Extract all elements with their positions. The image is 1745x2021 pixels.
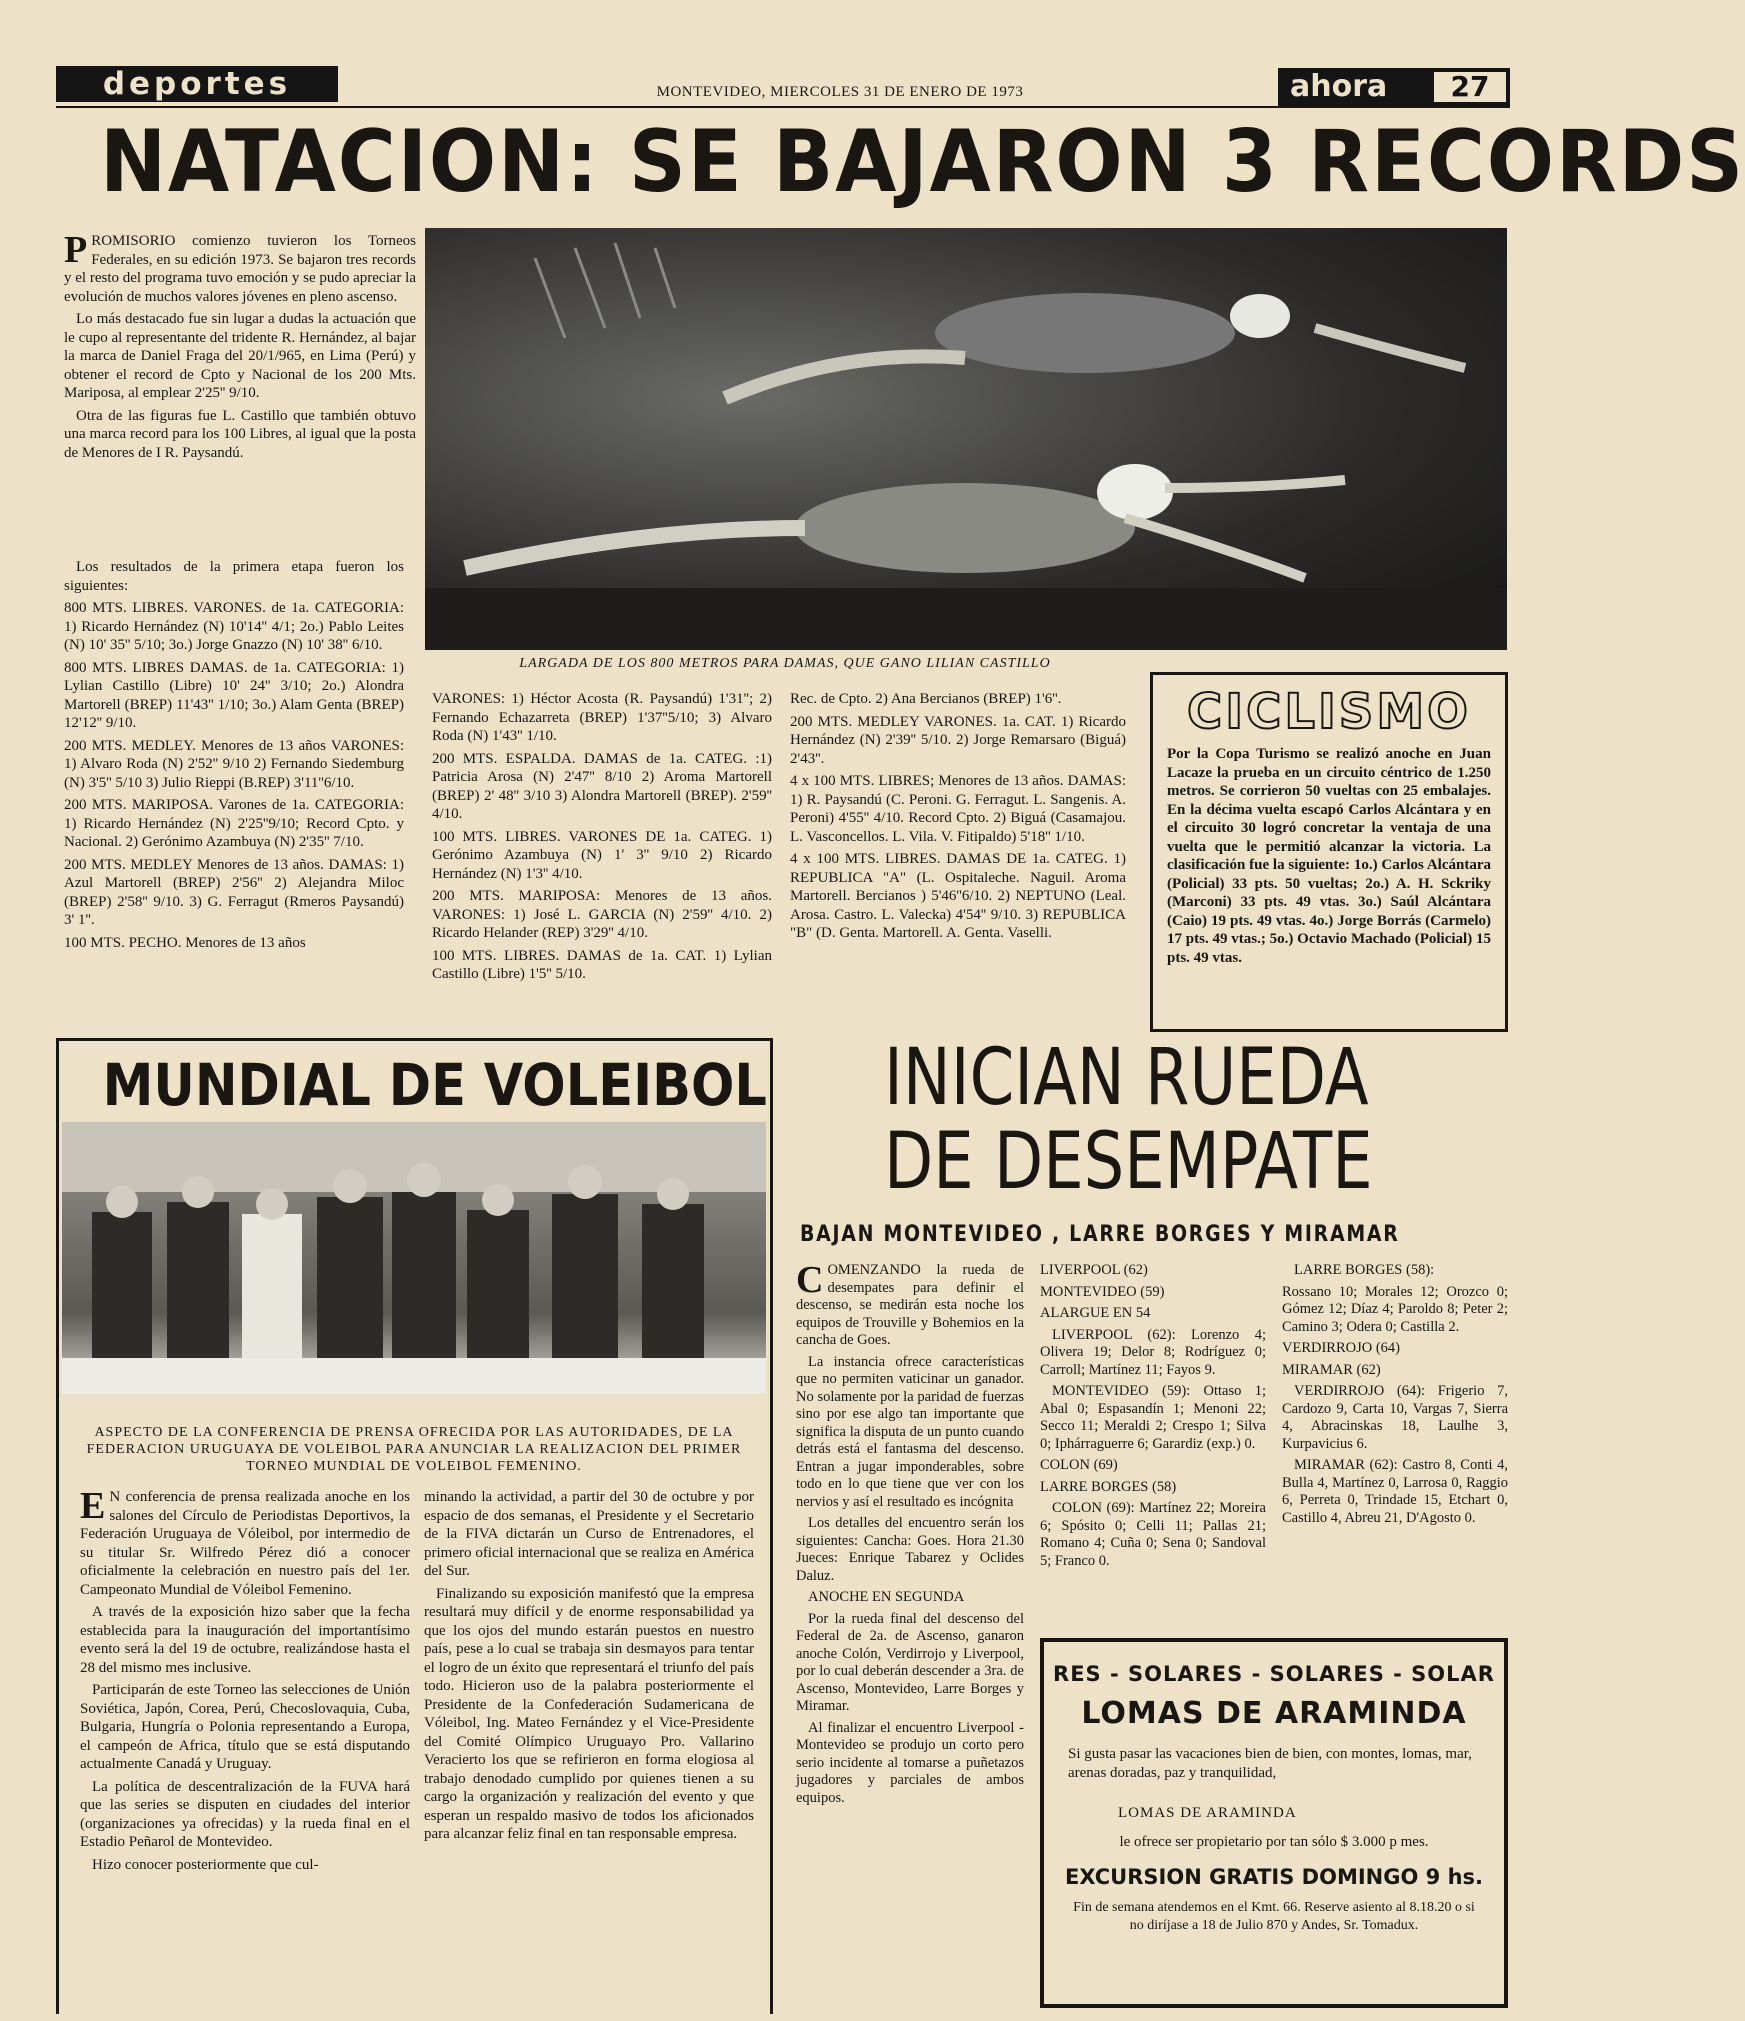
voleibol-headline: MUNDIAL DE VOLEIBOL bbox=[102, 1051, 767, 1119]
desempate-line: MIRAMAR (62) bbox=[1282, 1361, 1381, 1378]
results-item: VARONES: 1) Héctor Acosta (R. Paysandú) 1'31''; 2) Fernando Echazarreta (BREP) 1'37''5/10; 3) Alvaro Roda (N) 1'43'' 1/10. bbox=[432, 691, 772, 744]
results-item: 200 MTS. MEDLEY. Menores de 13 años VARONES: 1) Alvaro Roda (N) 2'52'' 9/10 2) Fernando Siedemburg (N) 3'5'' 5/10 3) Julio Rieppi (B.REP) 3'11''6/10. bbox=[64, 737, 404, 791]
voleibol-photo bbox=[62, 1122, 766, 1394]
results-item: 100 MTS. LIBRES. VARONES DE 1a. CATEG. 1) Gerónimo Azambuya (N) 1' 3'' 9/10 2) Ricardo Hernández (N) 1'3'' 4/10. bbox=[432, 828, 772, 882]
desempate-paragraph: Por la rueda final del descenso del Federal de 2a. de Ascenso, ganaron anoche Colón, Verdirrojo y Liverpool, por lo cual deberán descender a 3ra. de Ascenso, Montevideo, Larre Borges y Miramar. bbox=[796, 1610, 1024, 1714]
officials-illustration bbox=[62, 1122, 766, 1394]
voleibol-col1 bbox=[80, 1485, 410, 1878]
desempate-headline-1: INICIAN RUEDA bbox=[884, 1033, 1369, 1123]
natacion-results-col2 bbox=[432, 690, 772, 988]
section-tab bbox=[56, 66, 338, 102]
results-item: Rec. de Cpto. 2) Ana Bercianos (BREP) 1'6''. bbox=[790, 691, 1062, 707]
desempate-line: MONTEVIDEO (59) bbox=[1040, 1283, 1165, 1300]
desempate-line: ALARGUE EN 54 bbox=[1040, 1305, 1151, 1321]
page-number: 27 bbox=[1434, 72, 1506, 102]
section-label: deportes bbox=[102, 66, 292, 102]
desempate-paragraph: Los detalles del encuentro serán los siguientes: Cancha: Goes. Hora 21.30 Jueces: Enrique Tabarez y Oclides Daluz. bbox=[796, 1515, 1024, 1584]
natacion-dropcap: P bbox=[64, 229, 88, 271]
results-item: 200 MTS. MEDLEY VARONES. 1a. CAT. 1) Ricardo Hernández (N) 2'39'' 5/10. 2) Jorge Remarsaro (Biguá) 2'43''. bbox=[790, 713, 1126, 767]
desempate-col1-p1: OMENZANDO la rueda de desempates para definir el descenso, se medirán esta noche los equipos de Trouville y Bohemios en la cancha de Goes. bbox=[796, 1262, 1024, 1348]
results-item: 200 MTS. MARIPOSA: Menores de 13 años. VARONES: 1) José L. GARCIA (N) 2'59'' 4/10. 2) Ricardo Helander (REP) 3'29'' 4/10. bbox=[432, 888, 772, 941]
desempate-paragraph: Al finalizar el encuentro Liverpool - Montevideo se produjo un corto pero serio incidente al tomarse a puñetazos jugadores y parciales de ambos equipos. bbox=[796, 1719, 1024, 1806]
natacion-intro-p1: ROMISORIO comienzo tuvieron los Torneos Federales, en su edición 1973. Se bajaron tres records y el resto del programa tuvo emoción y se pudo apreciar la evolución de muchos valores jóvenes en pleno ascenso. bbox=[64, 233, 416, 305]
lomas-ad bbox=[1040, 1638, 1508, 2008]
desempate-line: LIVERPOOL (62): Lorenzo 4; Olivera 19; Delor 8; Rodríguez 0; Carroll; Martínez 11; Fayos 9. bbox=[1040, 1326, 1266, 1378]
desempate-line: LIVERPOOL (62) bbox=[1040, 1262, 1148, 1278]
voleibol-caption: ASPECTO DE LA CONFERENCIA DE PRENSA OFRECIDA POR LAS AUTORIDADES, DE LA FEDERACION URUGUAYA DE VOLEIBOL PARA ANUNCIAR LA REALIZACION DEL PRIMER TORNEO MUNDIAL DE VOLEIBOL FEMENINO. bbox=[86, 1425, 742, 1474]
desempate-line: COLON (69): Martínez 22; Moreira 6; Spósito 0; Celli 11; Pallas 21; Romano 4; Cuña 0; Sena 0; Sandoval 5; Franco 0. bbox=[1040, 1500, 1266, 1569]
voleibol-col2 bbox=[424, 1488, 754, 1848]
swimming-photo bbox=[425, 228, 1507, 650]
ad-body-1: Si gusta pasar las vacaciones bien de bien, con montes, lomas, mar, arenas doradas, paz y tranquilidad, bbox=[1068, 1746, 1472, 1781]
natacion-intro-p3: Otra de las figuras fue L. Castillo que también obtuvo una marca record para los 100 Libres, al igual que la posta de Menores de I R. Paysandú. bbox=[64, 407, 416, 461]
swimmers-illustration bbox=[425, 228, 1507, 650]
voleibol-paragraph: La política de descentralización de la FUVA hará que las series se disputen en ciudades del interior (organizaciones ya ofrecidas) y la rueda final en el Estadio Peñarol de Montevideo. bbox=[80, 1778, 410, 1850]
dateline: MONTEVIDEO, MIERCOLES 31 DE ENERO DE 1973 bbox=[656, 84, 1024, 100]
desempate-line: VERDIRROJO (64) bbox=[1282, 1340, 1401, 1356]
ad-title: LOMAS DE ARAMINDA bbox=[1081, 1696, 1467, 1731]
desempate-col3 bbox=[1282, 1262, 1508, 1531]
natacion-intro-p2: Lo más destacado fue sin lugar a dudas la actuación que le cupo al representante del tridente R. Hernández, al bajar la marca de Daniel Fraga del 20/1/965, en Lima (Perú) y obtener el record de Cpto y Nacional de los 200 Mts. Mariposa, al emplear 2'25'' 9/10. bbox=[64, 311, 416, 401]
voleibol-dropcap: E bbox=[80, 1485, 106, 1527]
desempate-line: LARRE BORGES (58): bbox=[1294, 1262, 1435, 1278]
desempate-line: VERDIRROJO (64): Frigerio 7, Cardozo 9, Carta 10, Vargas 7, Sierra 4, Abracinskas 18, Laulhe 3, Kurpavicius 6. bbox=[1282, 1383, 1508, 1452]
ciclismo-body: Por la Copa Turismo se realizó anoche en Juan Lacaze la prueba en un circuito céntrico de 1.250 metros. Se corrieron 50 vueltas con 25 embalajes. En la décima vuelta escapó Carlos Alcántara y en el circuito 30 logró concretar la ventaja de una vuelta que le permitió alcanzar la victoria. La clasificación fue la siguiente: 1o.) Carlos Alcántara (Policial) 33 pts. 50 vueltas; 2o.) A. H. Sckriky (Marconi) 33 pts. 49 vtas. 3o.) Saúl Alcántara (Caio) 19 pts. 49 vtas. 4o.) Jorge Borrás (Carmelo) 17 pts. 49 vtas.; 5o.) Octavio Machado (Policial) 15 pts. 49 vtas. bbox=[1167, 746, 1491, 966]
desempate-line: MIRAMAR (62): Castro 8, Conti 4, Bulla 4, Martínez 0, Larrosa 0, Raggio 6, Perreta 0, Trindade 15, Etchart 0, Castillo 4, Abreu 21, D'Agosto 0. bbox=[1282, 1457, 1508, 1526]
desempate-subhead: BAJAN MONTEVIDEO , LARRE BORGES Y MIRAMAR bbox=[800, 1222, 1400, 1247]
ciclismo-title: CICLISMO bbox=[1187, 684, 1471, 740]
desempate-col1 bbox=[796, 1259, 1024, 1811]
desempate-headline-2: DE DESEMPATE bbox=[884, 1117, 1373, 1207]
natacion-headline: NATACION: SE BAJARON 3 RECORDS bbox=[100, 112, 1745, 212]
paper-name: ahora bbox=[1290, 69, 1388, 104]
voleibol-paragraph: Hizo conocer posteriormente que cul- bbox=[92, 1856, 319, 1873]
desempate-line: COLON (69) bbox=[1040, 1457, 1118, 1473]
results-item: 800 MTS. LIBRES DAMAS. de 1a. CATEGORIA: 1) Lylian Castillo (Libre) 10' 24'' 3/10; 2o.) Alondra Martorell (BREP) 11'43'' 1/10; 3o.) Alam Genta (BREP) 12'12'' 9/10. bbox=[64, 659, 404, 731]
voleibol-paragraph: A través de la exposición hizo saber que la fecha establecida para la inauguración del importantísimo evento será la del 19 de octubre, realizándose hasta el 28 del mismo mes inclusive. bbox=[80, 1604, 410, 1676]
paper-name-box bbox=[1278, 68, 1510, 108]
ciclismo-box bbox=[1150, 672, 1508, 1032]
ad-excursion: EXCURSION GRATIS DOMINGO 9 hs. bbox=[1064, 1865, 1484, 1889]
results-item: Los resultados de la primera etapa fueron los siguientes: bbox=[64, 559, 404, 594]
ad-name: LOMAS DE ARAMINDA bbox=[1118, 1805, 1297, 1821]
swimmer-1 bbox=[935, 293, 1235, 373]
results-item: 800 MTS. LIBRES. VARONES. de 1a. CATEGORIA: 1) Ricardo Hernández (N) 10'14'' 4/1; 2o.) Pablo Leites (N) 10' 35'' 5/10; 3o.) Jorge Gnazzo (N) 10' 38'' 6/10. bbox=[64, 600, 404, 653]
desempate-line: MONTEVIDEO (59): Ottaso 1; Abal 0; Espasandín 1; Menoni 22; Secco 11; Meraldi 2; Crespo 1; Silva 0; Iphárraguerre 6; Garardiz (exp.) 0. bbox=[1040, 1383, 1266, 1452]
desempate-paragraph: La instancia ofrece características que no permiten vaticinar un ganador. No solamente por la paridad de fuerzas sino por ese algo tan importante que significa la disputa de un punto cuando detrás está el fantasma del descenso. Entran a jugar imponderables, sobre todo en lo que tiene que ver con los nervios y así el resultado es incógnita bbox=[796, 1353, 1024, 1510]
ad-top-line: RES - SOLARES - SOLARES - SOLAR bbox=[1053, 1662, 1495, 1686]
voleibol-paragraph: Participarán de este Torneo las selecciones de Unión Soviética, Japón, Corea, Perú, Checoslovaquia, Cuba, Bulgaria, Hungría o Polonia representando a Europa, el campeón de Africa, título que se está disputando actualmente Canadá y Uruguay. bbox=[80, 1682, 410, 1772]
results-item: 100 MTS. LIBRES. DAMAS de 1a. CAT. 1) Lylian Castillo (Libre) 1'5'' 5/10. bbox=[432, 947, 772, 982]
results-item: 100 MTS. PECHO. Menores de 13 años bbox=[64, 934, 306, 951]
results-item: 200 MTS. MEDLEY Menores de 13 años. DAMAS: 1) Azul Martorell (BREP) 2'56'' 2) Alejandra Miloc (BREP) 2'58'' 9/10. 3) G. Ferragut (Rmeros Paysandú) 3' 1''. bbox=[64, 856, 404, 928]
ad-body-3: Fin de semana atendemos en el Kmt. 66. Reserve asiento al 8.18.20 o si no diríjase a 18 de Julio 870 y Andes, Sr. Tomadux. bbox=[1073, 1900, 1475, 1933]
results-item: 4 x 100 MTS. LIBRES; Menores de 13 años. DAMAS: 1) R. Paysandú (C. Peroni. G. Ferragut. L. Sangenis. A. Peroni) 4'55'' 4/10. Record Cpto. 2) Biguá (Casamajou. L. Vasconcellos. L. Vila. V. Fitipaldo) 5'18'' 1/10. bbox=[790, 773, 1126, 845]
results-item: 200 MTS. MARIPOSA. Varones de 1a. CATEGORIA: 1) Ricardo Hernández (N) 2'25''9/10; Record Cpto. y Nacional. 2) Gerónimo Azambuya (N) 2'35'' 7/10. bbox=[64, 797, 404, 850]
voleibol-paragraph: minando la actividad, a partir del 30 de octubre y por espacio de dos semanas, el Presidente y el Secretario de la FIVA dictarán un Curso de Entrenadores, el primero oficial internacional que se realiza en América del Sur. bbox=[424, 1489, 754, 1579]
ad-body-2: le ofrece ser propietario por tan sólo $ 3.000 p mes. bbox=[1119, 1834, 1429, 1850]
natacion-results-col1 bbox=[64, 558, 404, 956]
natacion-intro bbox=[64, 229, 416, 466]
swimming-photo-caption: LARGADA DE LOS 800 METROS PARA DAMAS, QUE GANO LILIAN CASTILLO bbox=[519, 656, 1051, 671]
results-item: 200 MTS. ESPALDA. DAMAS de 1a. CATEG. :1) Patricia Arosa (N) 2'47'' 8/10 2) Aroma Martorell (BREP) 2' 48'' 3/10 3) Alondra Martorell (BREP). 2'59'' 4/10. bbox=[432, 750, 772, 822]
header-rule bbox=[56, 106, 1506, 108]
voleibol-col1-p1: N conferencia de prensa realizada anoche en los salones del Círculo de Periodistas Deportivos, la Federación Uruguaya de Vóleibol, por intermedio de su titular Sr. Wilfredo Pérez dió a conocer oficialmente la celebración en nuestro país del 1er. Campeonato Mundial de Vóleibol Femenino. bbox=[80, 1489, 410, 1598]
results-item: 4 x 100 MTS. LIBRES. DAMAS DE 1a. CATEG. 1) REPUBLICA "A" (L. Ospitaleche. Naguil. Aroma Martorell. Bercianos ) 5'46''6/10. 2) NEPTUNO (Leal. Arosa. Castro. L. Valecka) 4'54'' 9/10. 3) REPUBLICA "B" (D. Genta. Martorell. A. Genta. Vaselli. bbox=[790, 851, 1126, 941]
voleibol-paragraph: Finalizando su exposición manifestó que la empresa resultará muy difícil y de enorme responsabilidad ya que los ojos del mundo estarán puestos en nuestro país, pese a lo cual se trabaja sin desmayos para tentar el logro de un éxito que representará el triunfo del país todo. Hicieron uso de la palabra posteriormente el Presidente de la Confederación Sudamericana de Vóleibol, Ing. Mateo Fernández y el Vice-Presidente del Comité Olímpico Uruguayo Pro. Vallarino Veracierto los que se refirieron en forma elogiosa al trabajo denodado cumplido por quienes tienen a su cargo la organización y realización del evento y que esperan un respaldo masivo de todos los aficionados para alcanzar feliz final en tan responsable empresa. bbox=[424, 1585, 754, 1842]
natacion-results-col3 bbox=[790, 690, 1126, 947]
desempate-line: Rossano 10; Morales 12; Orozco 0; Gómez 12; Díaz 4; Paroldo 8; Peter 2; Camino 3; Odera 0; Castilla 2. bbox=[1282, 1283, 1508, 1335]
desempate-line: LARRE BORGES (58) bbox=[1040, 1478, 1177, 1495]
desempate-dropcap: C bbox=[796, 1259, 824, 1301]
desempate-col2 bbox=[1040, 1262, 1266, 1574]
desempate-subtitle: ANOCHE EN SEGUNDA bbox=[808, 1589, 965, 1605]
